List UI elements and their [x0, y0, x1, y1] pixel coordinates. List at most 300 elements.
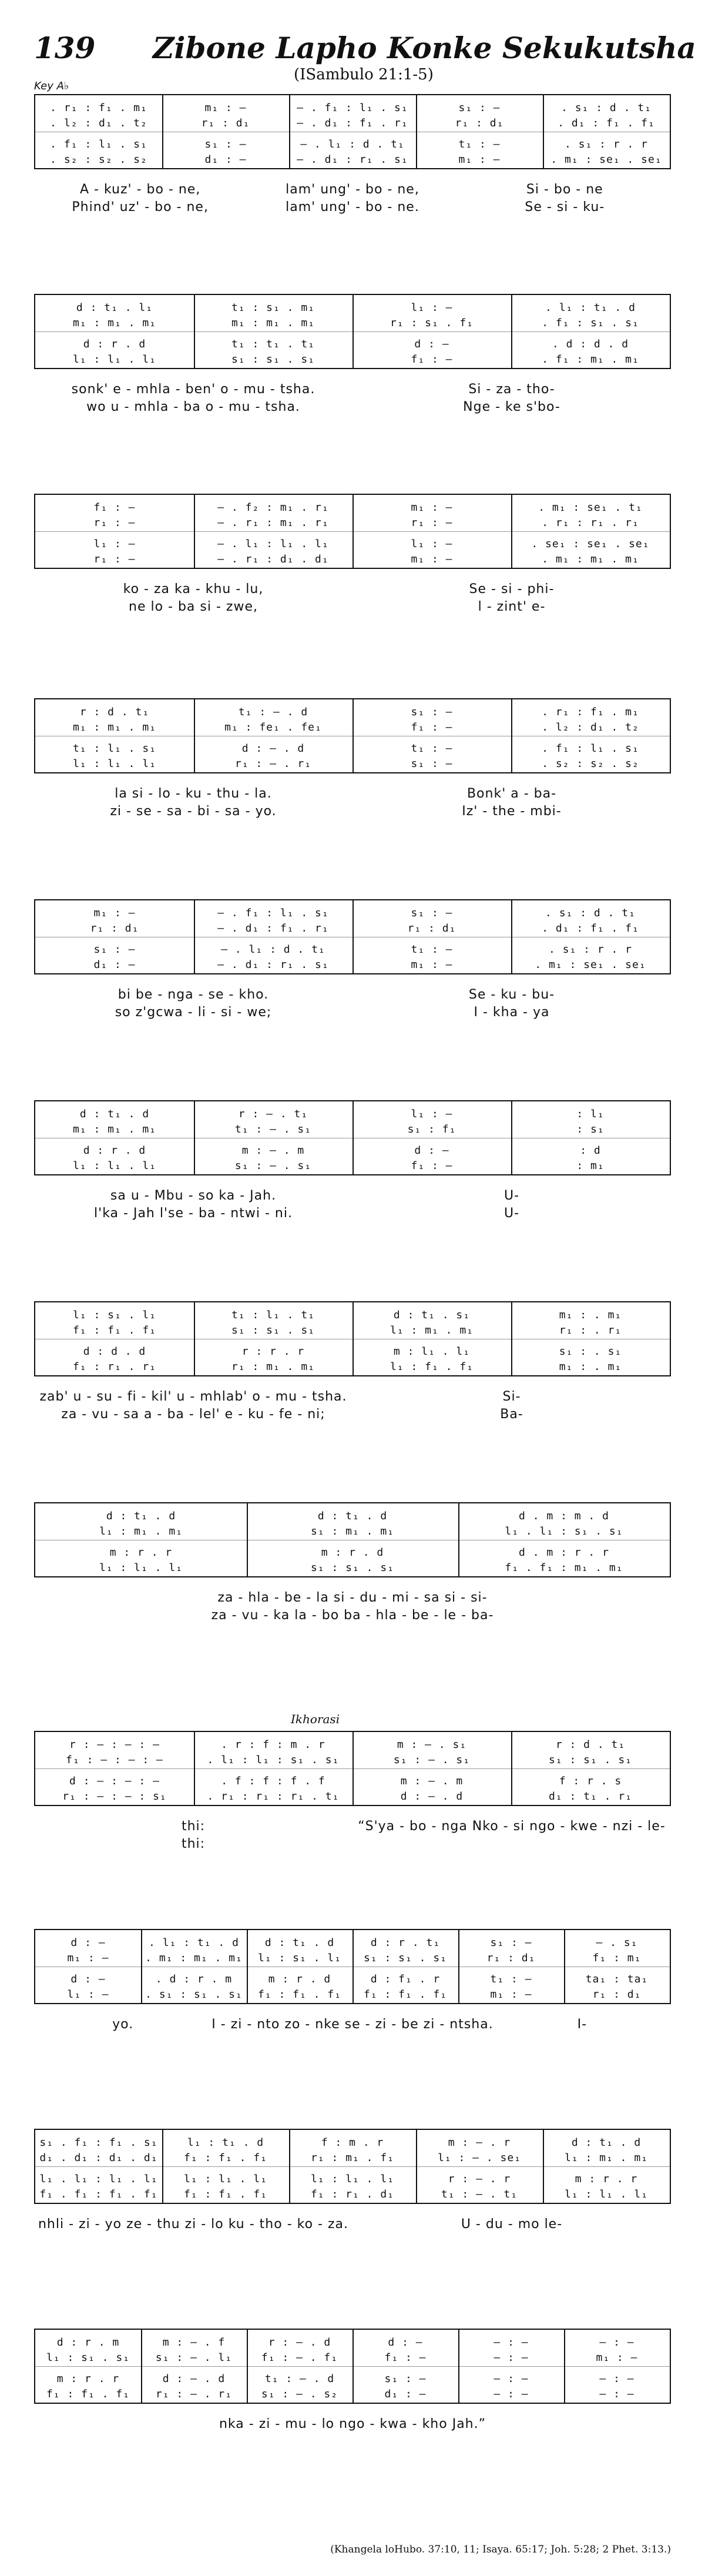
note-group: m₁ : —	[411, 501, 453, 514]
note-group: t₁ : – . s₁	[234, 1123, 312, 1135]
note-group: d : —	[70, 1973, 106, 1985]
note-group: . s₂ : s₂ . s₂	[50, 153, 147, 166]
lyric-segment: U - du - mo le-	[461, 2217, 563, 2232]
music-system	[34, 1731, 671, 1854]
lyric-segment	[352, 2235, 671, 2252]
note-group: . d₁ : f₁ . f₁	[558, 117, 655, 129]
note-group: f₁ : f₁ . f₁	[46, 2388, 130, 2400]
chorus-label: Ikhorasi	[291, 1712, 340, 1726]
note-group: r₁ : d₁	[486, 1952, 536, 1964]
voice-part	[35, 115, 670, 132]
note-group: – . l₁ : d . t₁	[300, 138, 405, 150]
lyric-segment: wo u - mhla - ba o - mu - tsha.	[86, 400, 300, 414]
note-group: — : —	[599, 2336, 634, 2349]
note-group: r₁ : . r₁	[559, 1324, 622, 1336]
note-group: f₁ : m₁	[592, 1952, 642, 1964]
stave	[34, 94, 671, 169]
note-group: – . f₁ : l₁ . s₁	[297, 102, 408, 114]
music-system	[34, 1301, 671, 1425]
voice-part	[35, 1143, 670, 1159]
voice-part	[35, 551, 670, 568]
note-group: s₁ : —	[490, 1937, 532, 1949]
lyric-segment: sonk' e - mhla - ben' o - mu - tsha.	[71, 382, 315, 397]
note-group: s₁ : – . s₂	[261, 2388, 338, 2400]
note-group: r₁ : d₁	[455, 117, 504, 129]
lyric-segment: I-	[577, 2017, 588, 2032]
note-group: s₁ : —	[411, 706, 453, 718]
note-group: r₁ : —	[93, 553, 136, 565]
note-group: . m₁ : se₁ . se₁	[535, 959, 646, 971]
note-group: s₁ : —	[458, 102, 501, 114]
note-group: – . l₁ : d . t₁	[221, 943, 325, 956]
note-group: l₁ : m₁ . m₁	[390, 1324, 474, 1336]
note-group: f₁ : —	[384, 2351, 427, 2364]
note-group: . d₁ : f₁ . f₁	[542, 922, 639, 934]
note-group: m₁ : —	[490, 1988, 532, 2001]
note-group: m : – . m	[241, 1144, 305, 1157]
note-group: f₁ : r₁ . d₁	[310, 2188, 395, 2200]
note-group: d₁ . d₁ : d₁ . d₁	[39, 2152, 158, 2164]
note-group: r : d . t₁	[555, 1738, 626, 1751]
note-group: f : m . r	[321, 2136, 384, 2149]
note-group: l₁ : l₁ . l₁	[183, 2173, 268, 2185]
voice-part	[35, 315, 670, 331]
lyric-line	[34, 382, 671, 400]
note-group: f₁ : r₁ . r₁	[72, 1361, 157, 1373]
voice-part	[35, 1523, 670, 1540]
voice-part	[35, 336, 670, 353]
note-group: d : – . d	[400, 1790, 464, 1803]
note-group: . s₁ : s₁ . s₁	[145, 1988, 243, 2001]
lyric-segment: Se - si - ku-	[525, 200, 605, 215]
lyric-segment	[246, 2035, 458, 2052]
voice-part	[35, 1158, 670, 1174]
note-group: – . d₁ : r₁ . s₁	[297, 153, 408, 166]
note-group: m₁ : —	[93, 907, 136, 919]
voice-part	[35, 2171, 670, 2188]
voice-part	[35, 300, 670, 316]
note-group: s₁ : . s₁	[559, 1345, 622, 1358]
note-group: . m₁ : se₁ . se₁	[550, 153, 662, 166]
note-group: s₁ : —	[93, 943, 136, 956]
note-group: r : – . t₁	[238, 1108, 308, 1120]
stave	[34, 294, 671, 369]
note-group: — : —	[494, 2388, 529, 2400]
note-group: l₁ : m₁ . m₁	[564, 2152, 649, 2164]
note-group: – . f₂ : m₁ . r₁	[217, 501, 329, 514]
note-group: s₁ : —	[411, 758, 453, 770]
note-group: . f₁ : l₁ . s₁	[542, 742, 639, 755]
note-group: d : – . d	[241, 742, 305, 755]
lyric-segment: za - hla - be - la si - du - mi - sa si - si-	[217, 1590, 488, 1605]
note-group: l₁ : l₁ . l₁	[564, 2188, 649, 2200]
scripture-reference: (ISambulo 21:1-5)	[294, 66, 434, 83]
lyric-segment: Ba-	[500, 1407, 523, 1422]
lyric-line	[34, 1407, 671, 1425]
note-group: m : – . m	[400, 1775, 464, 1787]
note-group: s₁ : s₁ . s₁	[231, 353, 315, 366]
note-group: f₁ : f₁ . f₁	[72, 1324, 157, 1336]
note-group: d : r . t₁	[370, 1937, 441, 1949]
note-group: f₁ : —	[411, 353, 453, 366]
lyric-segment: za - vu - sa a - ba - lel' e - ku - fe - ni;	[61, 1407, 325, 1422]
music-system	[34, 2329, 671, 2452]
voice-part	[35, 1106, 670, 1123]
note-group: – . d₁ : r₁ . s₁	[217, 959, 329, 971]
hymn-number: 139	[34, 31, 96, 65]
music-system	[34, 899, 671, 1023]
note-group: r₁ : s₁ . f₁	[390, 317, 474, 329]
note-group: m : r . r	[575, 2173, 638, 2185]
note-group: l₁ : s₁ . l₁	[72, 1309, 157, 1321]
voice-part	[35, 1773, 670, 1790]
lyric-segment: l - zint' e-	[478, 599, 546, 614]
voice-part	[35, 500, 670, 516]
note-group: s₁ : s₁ . s₁	[310, 1562, 395, 1574]
lyric-line	[34, 2434, 671, 2452]
note-group: d₁ : —	[384, 2388, 427, 2400]
note-group: d : —	[388, 2336, 423, 2349]
voice-part	[35, 1344, 670, 1360]
voice-part	[35, 1359, 670, 1375]
voice-part	[35, 2135, 670, 2151]
note-group: d : —	[414, 1144, 449, 1157]
voice-part	[35, 2386, 670, 2403]
lyric-segment	[352, 1837, 671, 1854]
lyric-segment: thi:	[181, 1819, 206, 1834]
note-group: t₁ : – . d	[264, 2373, 335, 2385]
lyric-segment	[459, 2035, 671, 2052]
stave	[34, 2129, 671, 2204]
note-group: . m₁ : m₁ . m₁	[542, 553, 639, 565]
lyric-segment: l'ka - Jah l'se - ba - ntwi - ni.	[94, 1206, 293, 1221]
note-group: l₁ . l₁ : l₁ . l₁	[39, 2173, 158, 2185]
note-group: f₁ : f₁ . f₁	[363, 1988, 448, 2001]
note-group: m₁ : —	[411, 959, 453, 971]
note-group: — : —	[599, 2373, 634, 2385]
note-group: d : t₁ . s₁	[393, 1309, 471, 1321]
note-group: d : —	[414, 338, 449, 350]
note-group: . l₁ : l₁ : s₁ . s₁	[207, 1754, 340, 1766]
lyric-segment: Si - bo - ne	[526, 182, 603, 197]
note-group: d : t₁ . d	[106, 1510, 176, 1522]
note-group: . m₁ : se₁ . t₁	[538, 501, 643, 514]
note-group: m : r . r	[56, 2373, 120, 2385]
note-group: l₁ : —	[411, 302, 453, 314]
stave-divider	[35, 2166, 670, 2167]
voice-part	[35, 942, 670, 958]
note-group: — : —	[494, 2351, 529, 2364]
lyric-line	[34, 2217, 671, 2235]
note-group: – . d₁ : f₁ . r₁	[297, 117, 408, 129]
note-group: — : —	[494, 2373, 529, 2385]
note-group: d : r . d	[83, 338, 146, 350]
note-group: l₁ : l₁ . l₁	[72, 758, 157, 770]
note-group: f : r . s	[559, 1775, 622, 1787]
voice-part	[35, 152, 670, 168]
stave	[34, 1731, 671, 1806]
voice-part	[35, 2150, 670, 2166]
note-group: d . m : m . d	[519, 1510, 609, 1522]
stave	[34, 494, 671, 569]
note-group: r : – . d	[268, 2336, 331, 2349]
note-group: f₁ : —	[411, 1160, 453, 1172]
note-group: m : – . f	[162, 2336, 226, 2349]
note-group: s₁ : m₁ . m₁	[310, 1525, 395, 1537]
note-group: m₁ : —	[411, 553, 453, 565]
note-group: m₁ : —	[204, 102, 247, 114]
note-group: ta₁ : ta₁	[585, 1973, 649, 1985]
note-group: . m₁ : m₁ . m₁	[145, 1952, 243, 1964]
lyric-segment: thi:	[181, 1837, 206, 1851]
lyric-segment: Bonk' a - ba-	[466, 786, 557, 801]
note-group: f₁ : f₁ . f₁	[257, 1988, 342, 2001]
lyric-segment: nhli - zi - yo ze - thu zi - lo ku - tho - ko - za.	[38, 2217, 348, 2232]
lyric-line	[34, 1389, 671, 1407]
voice-part	[35, 2334, 670, 2351]
note-group: d₁ : —	[93, 959, 136, 971]
note-group: r₁ : —	[93, 517, 136, 529]
note-group: . r : f : m . r	[221, 1738, 325, 1751]
lyric-segment: Nge - ke s'bo-	[463, 400, 560, 414]
lyric-segment: I - zi - nto zo - nke se - zi - be zi - ntsha.	[212, 2017, 494, 2032]
note-group: : d	[580, 1144, 601, 1157]
lyric-line	[34, 200, 671, 217]
lyric-line	[34, 1837, 671, 1854]
music-system	[34, 94, 671, 217]
note-group: . l₁ : t₁ . d	[545, 302, 636, 314]
lyrics	[34, 182, 671, 217]
lyric-segment: Iz' - the - mbi-	[462, 804, 562, 819]
stave	[34, 899, 671, 974]
lyric-segment: ne lo - ba si - zwe,	[129, 599, 258, 614]
lyric-line	[34, 1819, 671, 1837]
note-group: t₁ : t₁ . t₁	[231, 338, 315, 350]
note-group: m₁ : . m₁	[559, 1361, 622, 1373]
stave	[34, 1502, 671, 1577]
note-group: . se₁ : se₁ . se₁	[531, 538, 650, 550]
note-group: . f₁ : m₁ . m₁	[542, 353, 639, 366]
lyric-segment: Phind' uz' - bo - ne,	[72, 200, 209, 215]
note-group: d : d . d	[83, 1345, 146, 1358]
note-group: m₁ : m₁ . m₁	[72, 317, 157, 329]
note-group: . r₁ : f₁ . m₁	[50, 102, 147, 114]
note-group: l₁ : —	[411, 1108, 453, 1120]
note-group: . r₁ : r₁ : r₁ . t₁	[207, 1790, 340, 1803]
key-signature: Key A♭	[34, 80, 69, 92]
note-group: m₁ : —	[458, 153, 501, 166]
note-group: t₁ : – . t₁	[441, 2188, 518, 2200]
note-group: m : r . d	[321, 1546, 384, 1559]
note-group: : m₁	[576, 1160, 605, 1172]
note-group: t₁ : —	[458, 138, 501, 150]
note-group: m₁ : . m₁	[559, 1309, 622, 1321]
note-group: d : — : — : —	[69, 1775, 160, 1787]
note-group: . l₁ : t₁ . d	[149, 1937, 239, 1949]
music-system	[34, 494, 671, 617]
note-group: l₁ : m₁ . m₁	[99, 1525, 183, 1537]
lyric-line	[34, 1608, 671, 1626]
lyrics	[34, 382, 671, 417]
note-group: l₁ : l₁ . l₁	[72, 353, 157, 366]
note-group: t₁ : l₁ . s₁	[72, 742, 157, 755]
note-group: — : —	[494, 2336, 529, 2349]
note-group: l₁ : l₁ . l₁	[310, 2173, 395, 2185]
lyric-segment: Si-	[502, 1389, 521, 1404]
lyric-line	[34, 1188, 671, 1206]
voice-part	[35, 719, 670, 736]
voice-part	[35, 1935, 670, 1951]
note-group: f₁ : f₁ . f₁	[183, 2152, 268, 2164]
note-group: : s₁	[576, 1123, 605, 1135]
note-group: l₁ : t₁ . d	[187, 2136, 264, 2149]
note-group: – . l₁ : l₁ . l₁	[217, 538, 329, 550]
lyric-line	[34, 1590, 671, 1608]
note-group: l₁ : —	[67, 1988, 109, 2001]
note-group: d : r . d	[83, 1144, 146, 1157]
voice-part	[35, 957, 670, 973]
note-group: m : – . s₁	[397, 1738, 467, 1751]
note-group: d : t₁ . d	[264, 1937, 335, 1949]
note-group: – . r₁ : d₁ . d₁	[217, 553, 329, 565]
voice-part	[35, 351, 670, 368]
lyrics	[34, 1819, 671, 1854]
note-group: s₁ : s₁ . s₁	[231, 1324, 315, 1336]
note-group: d : f₁ . r	[370, 1973, 441, 1985]
voice-part	[35, 1788, 670, 1805]
note-group: r₁ : — : — : s₁	[62, 1790, 167, 1803]
note-group: l₁ : —	[93, 538, 136, 550]
note-group: r₁ : m₁ . f₁	[310, 2152, 395, 2164]
voice-part	[35, 920, 670, 937]
note-group: l₁ : l₁ . l₁	[99, 1562, 183, 1574]
lyric-line	[34, 182, 671, 200]
note-group: . s₂ : s₂ . s₂	[542, 758, 639, 770]
note-group: m₁ : m₁ . m₁	[72, 721, 157, 733]
note-group: d₁ : t₁ . r₁	[548, 1790, 633, 1803]
note-group: s₁ : s₁ . s₁	[363, 1952, 448, 1964]
note-group: t₁ : – . d	[238, 706, 308, 718]
note-group: f₁ : —	[411, 721, 453, 733]
note-group: f₁ : —	[93, 501, 136, 514]
stave	[34, 698, 671, 773]
lyrics	[34, 2417, 671, 2452]
lyric-segment: Se - si - phi-	[469, 582, 555, 597]
lyric-segment	[34, 2235, 352, 2252]
lyric-segment: zab' u - su - fi - kil' u - mhlab' o - mu - tsha.	[39, 1389, 347, 1404]
lyric-segment: sa u - Mbu - so ka - Jah.	[110, 1188, 277, 1203]
lyric-line	[34, 400, 671, 417]
lyric-segment: lam' ung' - bo - ne.	[286, 200, 419, 215]
lyrics	[34, 2017, 671, 2052]
note-group: m : – . r	[448, 2136, 511, 2149]
voice-part	[35, 1307, 670, 1324]
note-group: d : —	[70, 1937, 106, 1949]
note-group: t₁ : —	[490, 1973, 532, 1985]
voice-part	[35, 1322, 670, 1339]
note-group: . s₁ : d . t₁	[561, 102, 652, 114]
voice-part	[35, 1737, 670, 1753]
lyric-line	[34, 987, 671, 1005]
note-group: r₁ : – . r₁	[234, 758, 312, 770]
voice-part	[35, 1508, 670, 1525]
note-group: l₁ . l₁ : s₁ . s₁	[505, 1525, 623, 1537]
lyric-segment: yo.	[112, 2017, 134, 2032]
note-group: r₁ : d₁	[201, 117, 250, 129]
stave	[34, 2329, 671, 2404]
note-group: s₁ : —	[411, 907, 453, 919]
lyric-line	[34, 599, 671, 617]
note-group: r₁ : – . r₁	[155, 2388, 233, 2400]
voice-part	[35, 704, 670, 721]
voice-part	[35, 1121, 670, 1138]
voice-part	[35, 741, 670, 757]
note-group: m₁ : m₁ . m₁	[72, 1123, 157, 1135]
lyric-line	[34, 1005, 671, 1023]
note-group: – . f₁ : l₁ . s₁	[217, 907, 329, 919]
voice-part	[35, 1545, 670, 1561]
lyric-segment: A - kuz' - bo - ne,	[80, 182, 201, 197]
note-group: r₁ : m₁ . m₁	[231, 1361, 315, 1373]
note-group: t₁ : s₁ . m₁	[231, 302, 315, 314]
lyrics	[34, 1590, 671, 1626]
voice-part	[35, 136, 670, 153]
voice-part	[35, 1950, 670, 1967]
note-group: . s₁ : r . r	[548, 943, 633, 956]
note-group: r : – . r	[448, 2173, 511, 2185]
note-group: f₁ : — : — : —	[66, 1754, 163, 1766]
note-group: m₁ : fe₁ . fe₁	[224, 721, 322, 733]
stave	[34, 1100, 671, 1175]
note-group: f₁ . f₁ : f₁ . f₁	[39, 2188, 158, 2200]
lyric-segment: lam' ung' - bo - ne,	[286, 182, 419, 197]
lyric-line	[34, 2235, 671, 2252]
note-group: s₁ : —	[384, 2373, 427, 2385]
note-group: m₁ : m₁ . m₁	[231, 317, 315, 329]
note-group: . r₁ : r₁ . r₁	[542, 517, 639, 529]
voice-part	[35, 100, 670, 116]
lyric-line	[34, 582, 671, 599]
note-group: l₁ : l₁ . l₁	[72, 1160, 157, 1172]
footer-references: (Khangela loHubo. 37:10, 11; Isaya. 65:17; Joh. 5:28; 2 Phet. 3:13.)	[330, 2544, 671, 2555]
lyric-line	[34, 2035, 671, 2052]
voice-part	[35, 2371, 670, 2387]
lyric-segment: U-	[503, 1188, 520, 1203]
note-group: m : r . r	[109, 1546, 173, 1559]
note-group: s₁ : – . l₁	[155, 2351, 233, 2364]
note-group: s₁ . f₁ : f₁ . s₁	[39, 2136, 158, 2149]
voice-part	[35, 2350, 670, 2366]
note-group: . l₂ : d₁ . t₂	[542, 721, 639, 733]
note-group: t₁ : l₁ . t₁	[231, 1309, 315, 1321]
note-group: r₁ : —	[411, 517, 453, 529]
note-group: d : t₁ . d	[79, 1108, 150, 1120]
note-group: d : t₁ . l₁	[76, 302, 153, 314]
voice-part	[35, 756, 670, 772]
note-group: f₁ . f₁ : m₁ . m₁	[505, 1562, 623, 1574]
note-group: s₁ : – . s₁	[393, 1754, 471, 1766]
lyrics	[34, 1389, 671, 1425]
note-group: — : —	[599, 2388, 634, 2400]
note-group: . f : f : f . f	[221, 1775, 325, 1787]
note-group: – . s₁	[596, 1937, 638, 1949]
lyrics	[34, 786, 671, 822]
music-system	[34, 1502, 671, 1626]
note-group: l₁ : s₁ . s₁	[46, 2351, 130, 2364]
lyric-segment: ko - za ka - khu - lu,	[123, 582, 264, 597]
lyric-line	[34, 804, 671, 822]
lyrics	[34, 987, 671, 1023]
